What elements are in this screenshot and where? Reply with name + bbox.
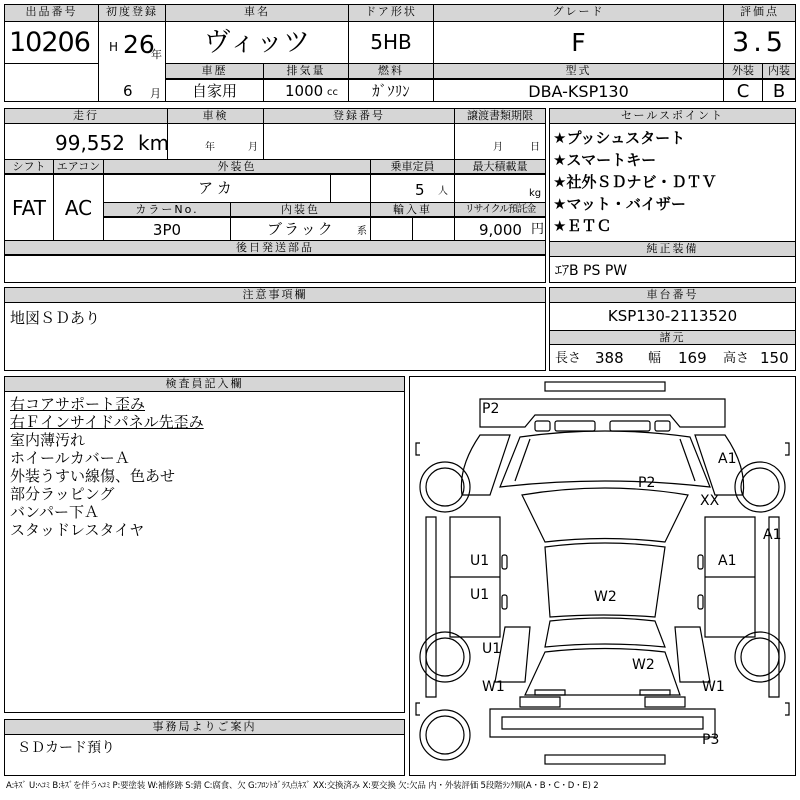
inspector-note: 右コアサポート歪み <box>10 395 146 413</box>
color-number: 3P0 <box>152 221 182 239</box>
diagram-mark-right-front-fender: A1 <box>718 451 737 467</box>
height-value: 150 <box>760 349 789 367</box>
inspector-note: ホイールカバーＡ <box>10 449 130 467</box>
damage-diagram-box <box>409 376 796 776</box>
diagram-mark-left-rear-lamp: W1 <box>482 679 505 695</box>
diagram-mark-right-front-door: A1 <box>718 553 737 569</box>
sales-point-item: ★スマートキー <box>553 151 657 169</box>
sales-point-item: ★プッシュスタート <box>553 129 686 147</box>
diagram-mark-right-front-door-edge: A1 <box>763 527 782 543</box>
lot-number: 10206 <box>9 27 90 58</box>
inspector-note: 右Ｆインサイドパネル先歪み <box>10 413 204 431</box>
color-number-label: カラーNo. <box>104 203 230 217</box>
max-load-unit: kg <box>529 188 542 199</box>
inspector-note: 部分ラッピング <box>10 485 115 503</box>
inspector-note: 室内薄汚れ <box>10 431 86 449</box>
car-name-label: 車名 <box>166 5 348 22</box>
inspector-note: 外装うすい線傷、色あせ <box>10 467 176 485</box>
exterior-color-label: 外装色 <box>104 160 370 174</box>
exterior-grade: C <box>736 81 750 102</box>
diagram-mark-front-bumper: P2 <box>482 401 500 417</box>
capacity: 5 <box>415 181 425 199</box>
grade: F <box>571 28 586 57</box>
displacement-label: 排気量 <box>264 64 348 79</box>
width-value: 169 <box>678 349 707 367</box>
aircon-label: エアコン <box>54 160 103 174</box>
diagram-mark-right-rear-lamp: W1 <box>702 679 725 695</box>
diagram-mark-left-front-door: U1 <box>470 553 490 569</box>
car-damage-diagram <box>410 377 795 775</box>
model-label: 型式 <box>434 64 723 79</box>
inspector-note: スタッドレスタイヤ <box>10 521 145 539</box>
history-label: 車歴 <box>166 64 263 79</box>
year-unit: 年 <box>151 48 162 61</box>
diagram-mark-left-quarter: U1 <box>482 641 502 657</box>
diagram-mark-rear-bumper: P3 <box>702 732 720 748</box>
mileage-unit: km <box>138 131 170 155</box>
fuel-label: 燃料 <box>349 64 433 79</box>
door-type-label: ドア形状 <box>349 5 433 22</box>
office-notice-value: ＳＤカード預り <box>17 740 115 756</box>
caution-box <box>4 287 546 371</box>
mileage-label: 走行 <box>5 109 167 124</box>
recycle-label: リサイクル預託金 <box>455 203 545 217</box>
grade-label: グレード <box>434 5 723 22</box>
recycle-unit: 円 <box>531 222 545 237</box>
later-parts-label: 後日発送部品 <box>5 241 545 255</box>
score: 3.5 <box>732 27 787 58</box>
inspection-year-unit: 年 <box>205 142 215 153</box>
sales-points-box <box>549 108 796 242</box>
office-notice-label: 事務局よりご案内 <box>5 720 404 735</box>
interior-color-unit: 系 <box>357 226 367 237</box>
month-value: 6 <box>123 82 133 100</box>
model-code: DBA-KSP130 <box>528 82 629 101</box>
interior-grade-label: 内装 <box>763 64 795 79</box>
interior-grade: B <box>772 81 786 102</box>
max-load-label: 最大積載量 <box>455 160 545 174</box>
import-label: 輸入車 <box>371 203 454 217</box>
year-era: H <box>109 40 119 54</box>
fuel: ｶﾞｿﾘﾝ <box>372 82 410 100</box>
score-label: 評価点 <box>724 5 795 22</box>
shift-label: シフト <box>5 160 53 174</box>
registration-number-label: 登録番号 <box>264 109 454 124</box>
shift: FAT <box>11 196 46 220</box>
car-name: ヴィッツ <box>203 27 311 58</box>
diagram-mark-roof: W2 <box>594 589 617 605</box>
diagram-mark-left-rear-door: U1 <box>470 587 490 603</box>
diagram-mark-hood: P2 <box>638 475 656 491</box>
first-registration-label: 初度登録 <box>99 5 165 22</box>
inspector-notes-label: 検査員記入欄 <box>5 377 404 392</box>
exterior-grade-label: 外装 <box>724 64 762 79</box>
exterior-color: アカ <box>198 179 236 197</box>
inspector-note: バンパー下Ａ <box>10 503 99 521</box>
inspection-month-unit: 月 <box>248 142 258 153</box>
length-label: 長さ <box>555 351 582 366</box>
height-label: 高さ <box>723 351 750 366</box>
displacement-unit: cc <box>327 87 338 98</box>
inspection-label: 車検 <box>168 109 263 124</box>
chassis-label: 車台番号 <box>550 288 795 303</box>
capacity-label: 乗車定員 <box>371 160 454 174</box>
width-label: 幅 <box>648 351 662 366</box>
sales-point-item: ★マット・バイザー <box>553 195 686 213</box>
diagram-mark-trunk: W2 <box>632 657 655 673</box>
caution-label: 注意事項欄 <box>5 288 545 303</box>
chassis-box <box>549 287 796 371</box>
mileage: 99,552 <box>55 131 125 155</box>
top-info-box <box>4 4 796 102</box>
sales-points-label: セールスポイント <box>550 109 795 124</box>
doc-deadline-label: 譲渡書類期限 <box>455 109 545 124</box>
history: 自家用 <box>191 82 237 100</box>
inspector-notes-box <box>4 376 405 713</box>
vehicle-details-box <box>4 108 546 283</box>
sales-point-item: ★ＥＴＣ <box>553 217 612 235</box>
capacity-unit: 人 <box>438 186 448 197</box>
specs-label: 諸元 <box>550 330 795 345</box>
office-notice-box <box>4 719 405 776</box>
door-type: 5HB <box>370 30 412 54</box>
year-value: 26 <box>123 30 155 59</box>
length-value: 388 <box>595 349 624 367</box>
caution-value: 地図ＳＤあり <box>10 309 101 327</box>
doc-month-unit: 月 <box>493 142 503 153</box>
equipment-box <box>549 241 796 283</box>
equipment-value: ｴｱB PS PW <box>555 263 628 279</box>
aircon: AC <box>64 196 93 220</box>
month-unit: 月 <box>150 87 161 100</box>
interior-color: ブラック <box>267 220 335 238</box>
equipment-label: 純正装備 <box>550 242 795 257</box>
lot-label: 出品番号 <box>5 5 98 22</box>
displacement: 1000 <box>285 82 324 100</box>
chassis-number: KSP130-2113520 <box>607 307 738 325</box>
interior-color-label: 内装色 <box>231 203 370 217</box>
sales-point-item: ★社外ＳＤナビ・ＤＴＶ <box>553 173 717 191</box>
recycle-fee: 9,000 <box>479 221 522 239</box>
diagram-mark-right-front-side: XX <box>700 493 720 509</box>
doc-day-unit: 日 <box>530 142 540 153</box>
legend-text: A:ｷｽﾞ U:ﾍｺﾐ B:ｷｽﾞを伴うﾍｺﾐ P:要塗装 W:補修跡 S:錆 C:腐食、欠 G:ﾌﾛﾝﾄｶﾞﾗｽ点ｷｽﾞ XX:交換済み X:要交換 欠:欠品 内・外装評価 5段階ﾗﾝｸ順(A・B・C・D・E) 2 <box>6 781 599 791</box>
